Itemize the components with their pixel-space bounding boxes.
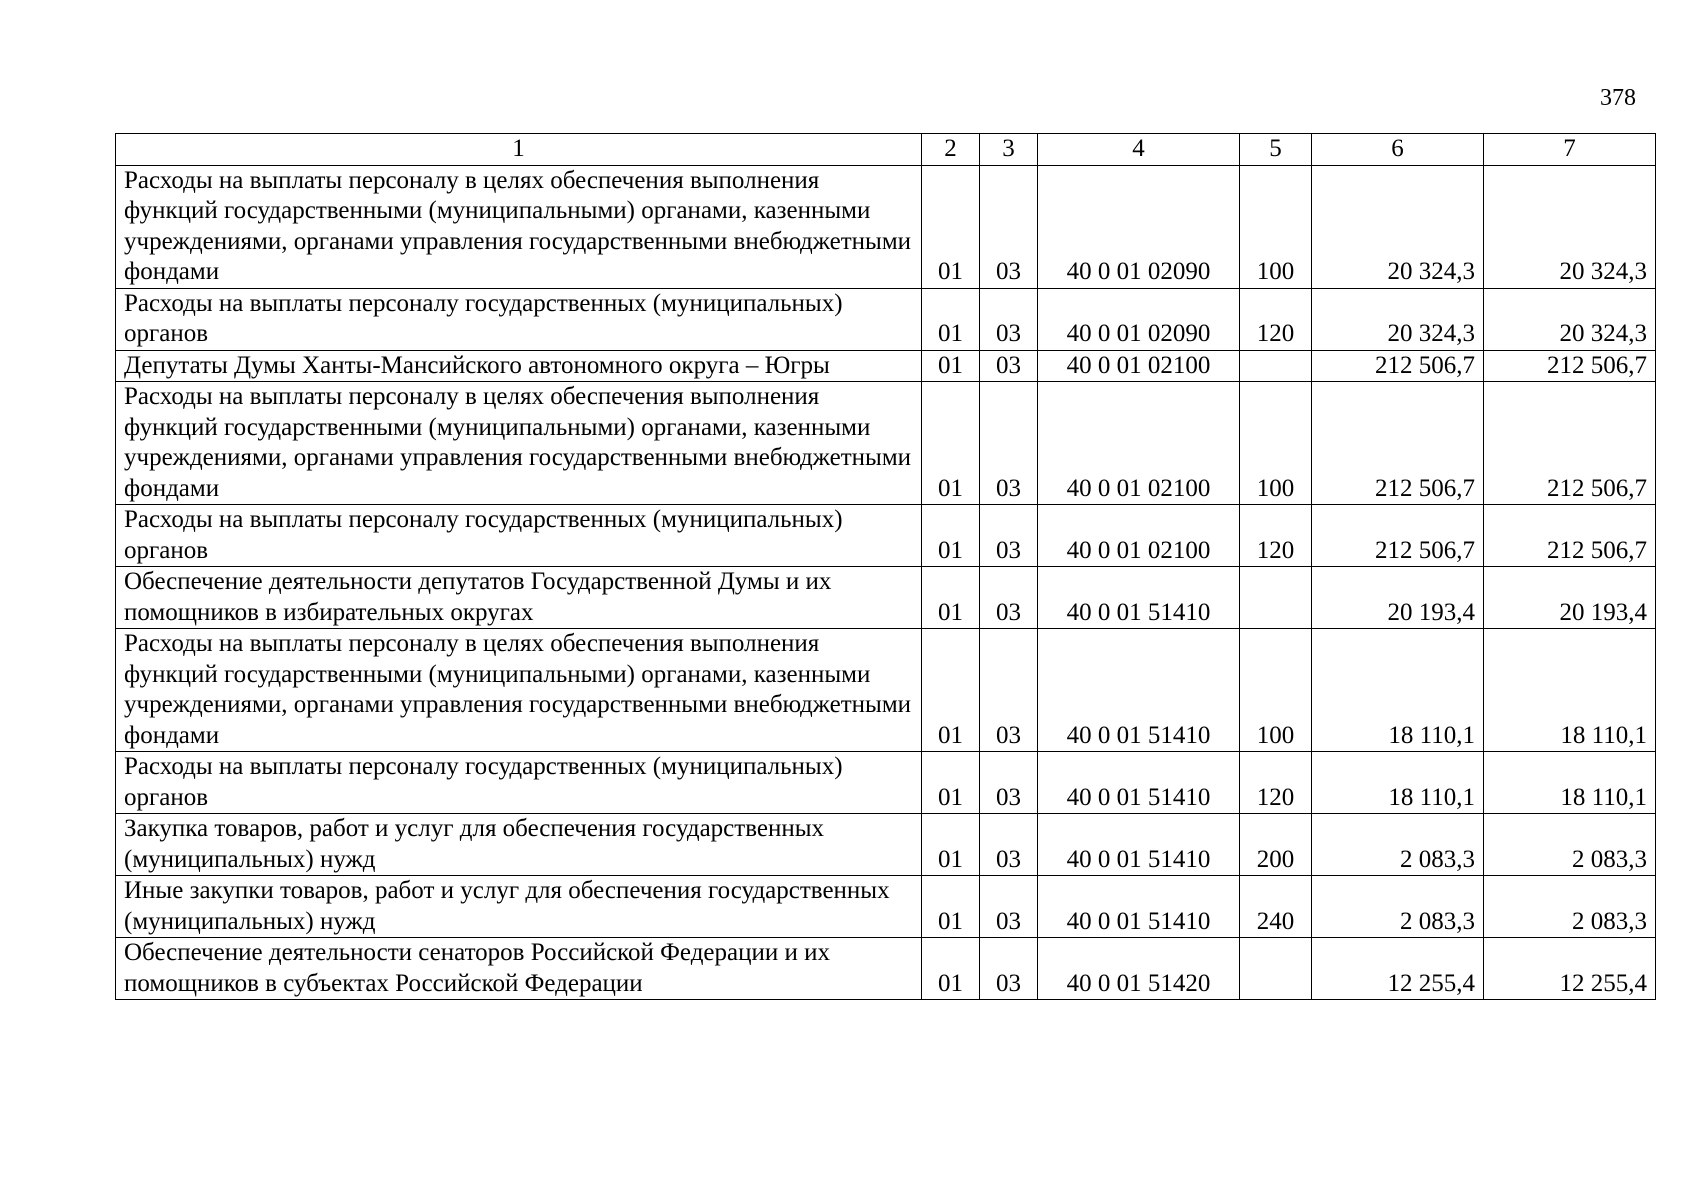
amount-cell: 2 083,3 [1312,876,1484,938]
amount-cell: 212 506,7 [1484,505,1656,567]
item-name-cell: Расходы на выплаты персоналу в целях обеспечения выполнения функций государственными (муниципальными) органами, казенными учреждениями, органами управления государственными внебюджетными фондами [116,382,922,505]
amount-cell: 18 110,1 [1312,752,1484,814]
subsection-code-cell: 03 [980,382,1038,505]
subsection-code-cell: 03 [980,288,1038,350]
target-item-code-cell: 40 0 01 02090 [1038,288,1240,350]
amount-cell: 20 324,3 [1484,288,1656,350]
target-item-code-cell: 40 0 01 51410 [1038,567,1240,629]
expense-type-code-cell: 120 [1240,505,1312,567]
column-header: 5 [1240,134,1312,166]
item-name-cell: Обеспечение деятельности сенаторов Российской Федерации и их помощников в субъектах Российской Федерации [116,938,922,1000]
section-code-cell: 01 [922,382,980,505]
amount-cell: 18 110,1 [1312,629,1484,752]
column-header: 6 [1312,134,1484,166]
column-header: 3 [980,134,1038,166]
target-item-code-cell: 40 0 01 02100 [1038,350,1240,382]
subsection-code-cell: 03 [980,165,1038,288]
table-row [116,629,1656,752]
subsection-code-cell: 03 [980,938,1038,1000]
amount-cell: 212 506,7 [1484,382,1656,505]
item-name-cell: Расходы на выплаты персоналу в целях обеспечения выполнения функций государственными (муниципальными) органами, казенными учреждениями, органами управления государственными внебюджетными фондами [116,165,922,288]
amount-cell: 20 324,3 [1312,165,1484,288]
subsection-code-cell: 03 [980,876,1038,938]
table-row [116,505,1656,567]
expense-type-code-cell: 100 [1240,382,1312,505]
amount-cell: 212 506,7 [1312,505,1484,567]
amount-cell: 2 083,3 [1484,814,1656,876]
expense-type-code-cell [1240,567,1312,629]
subsection-code-cell: 03 [980,567,1038,629]
section-code-cell: 01 [922,165,980,288]
amount-cell: 12 255,4 [1312,938,1484,1000]
amount-cell: 2 083,3 [1484,876,1656,938]
expense-type-code-cell: 240 [1240,876,1312,938]
item-name-cell: Депутаты Думы Ханты-Мансийского автономного округа – Югры [116,350,922,382]
target-item-code-cell: 40 0 01 51410 [1038,876,1240,938]
section-code-cell: 01 [922,876,980,938]
section-code-cell: 01 [922,814,980,876]
expense-type-code-cell [1240,350,1312,382]
item-name-cell: Расходы на выплаты персоналу государственных (муниципальных) органов [116,752,922,814]
table-row [116,814,1656,876]
target-item-code-cell: 40 0 01 51420 [1038,938,1240,1000]
expense-type-code-cell: 100 [1240,165,1312,288]
column-header: 2 [922,134,980,166]
table-row [116,288,1656,350]
item-name-cell: Закупка товаров, работ и услуг для обеспечения государственных (муниципальных) нужд [116,814,922,876]
expense-type-code-cell [1240,938,1312,1000]
section-code-cell: 01 [922,567,980,629]
amount-cell: 212 506,7 [1312,382,1484,505]
section-code-cell: 01 [922,505,980,567]
target-item-code-cell: 40 0 01 02100 [1038,382,1240,505]
subsection-code-cell: 03 [980,629,1038,752]
target-item-code-cell: 40 0 01 51410 [1038,814,1240,876]
table-row [116,752,1656,814]
amount-cell: 212 506,7 [1484,350,1656,382]
table-row [116,938,1656,1000]
page-number: 378 [1600,85,1636,111]
subsection-code-cell: 03 [980,350,1038,382]
amount-cell: 18 110,1 [1484,752,1656,814]
expense-type-code-cell: 120 [1240,752,1312,814]
table-row [116,165,1656,288]
target-item-code-cell: 40 0 01 02090 [1038,165,1240,288]
section-code-cell: 01 [922,752,980,814]
amount-cell: 20 193,4 [1312,567,1484,629]
amount-cell: 18 110,1 [1484,629,1656,752]
section-code-cell: 01 [922,938,980,1000]
amount-cell: 20 324,3 [1312,288,1484,350]
item-name-cell: Иные закупки товаров, работ и услуг для обеспечения государственных (муниципальных) нужд [116,876,922,938]
item-name-cell: Расходы на выплаты персоналу государственных (муниципальных) органов [116,288,922,350]
section-code-cell: 01 [922,350,980,382]
table-row [116,382,1656,505]
item-name-cell: Расходы на выплаты персоналу государственных (муниципальных) органов [116,505,922,567]
budget-table [115,133,1656,1000]
amount-cell: 20 193,4 [1484,567,1656,629]
section-code-cell: 01 [922,288,980,350]
subsection-code-cell: 03 [980,505,1038,567]
amount-cell: 20 324,3 [1484,165,1656,288]
item-name-cell: Расходы на выплаты персоналу в целях обеспечения выполнения функций государственными (муниципальными) органами, казенными учреждениями, органами управления государственными внебюджетными фондами [116,629,922,752]
amount-cell: 12 255,4 [1484,938,1656,1000]
subsection-code-cell: 03 [980,752,1038,814]
target-item-code-cell: 40 0 01 51410 [1038,752,1240,814]
amount-cell: 212 506,7 [1312,350,1484,382]
table-header-row [116,134,1656,166]
table-row [116,567,1656,629]
column-header: 1 [116,134,922,166]
amount-cell: 2 083,3 [1312,814,1484,876]
table-row [116,876,1656,938]
column-header: 4 [1038,134,1240,166]
expense-type-code-cell: 100 [1240,629,1312,752]
table-row [116,350,1656,382]
expense-type-code-cell: 200 [1240,814,1312,876]
section-code-cell: 01 [922,629,980,752]
target-item-code-cell: 40 0 01 51410 [1038,629,1240,752]
column-header: 7 [1484,134,1656,166]
subsection-code-cell: 03 [980,814,1038,876]
item-name-cell: Обеспечение деятельности депутатов Государственной Думы и их помощников в избирательных округах [116,567,922,629]
target-item-code-cell: 40 0 01 02100 [1038,505,1240,567]
expense-type-code-cell: 120 [1240,288,1312,350]
table-body [116,165,1656,1000]
